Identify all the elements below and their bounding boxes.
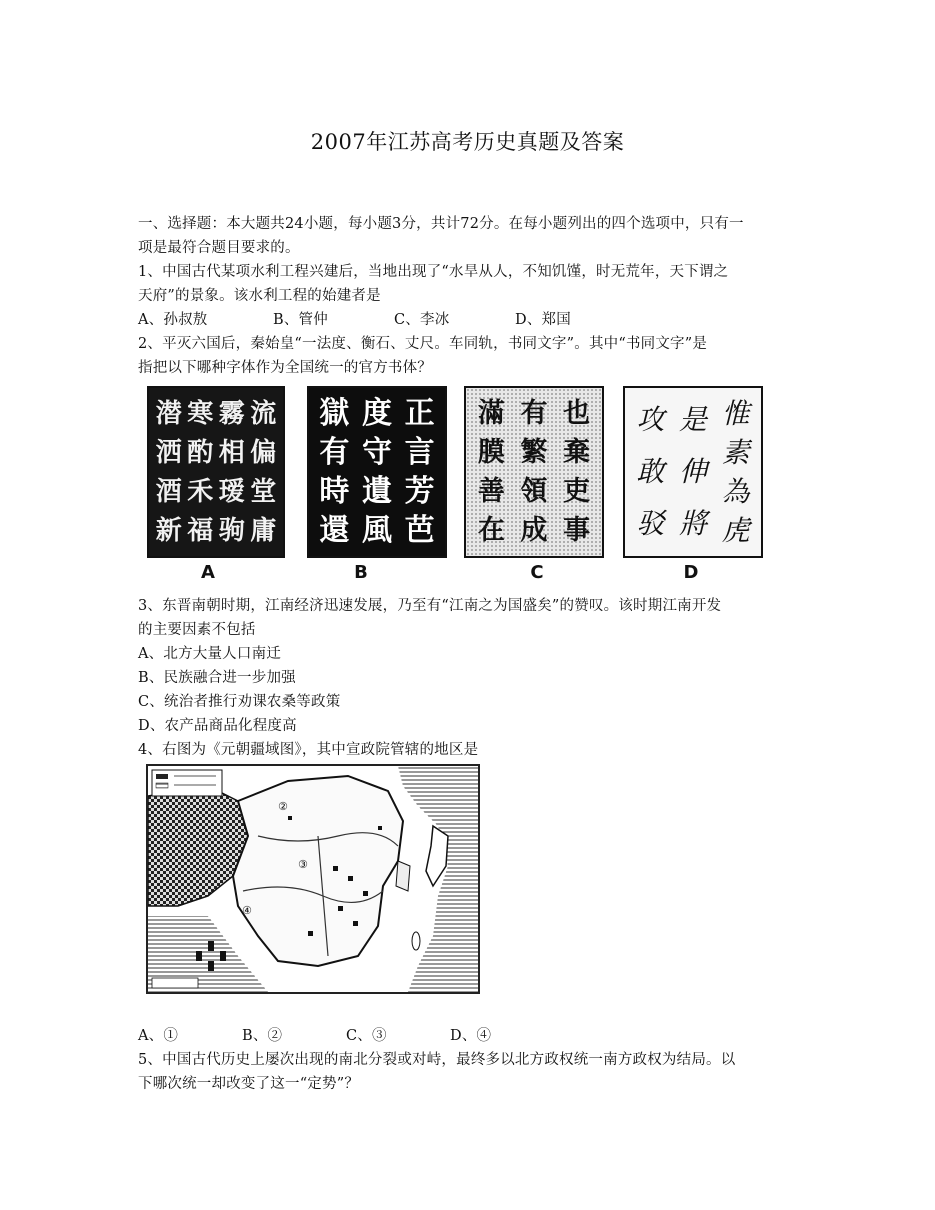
- glyph-column: [478, 394, 505, 550]
- q4-option-a: A、①: [138, 1028, 179, 1044]
- panel-label-b: B: [354, 562, 368, 583]
- glyph-column: [156, 394, 182, 550]
- calligraphy-glyph: 言: [404, 434, 435, 470]
- glyph-column: [319, 394, 349, 550]
- yuan-territory-map: [146, 764, 480, 994]
- panel-label-c: C: [530, 562, 544, 583]
- calligraphy-glyph: 將: [678, 507, 707, 540]
- q1-option-c: C、李冰: [394, 312, 450, 328]
- calligraphy-glyph: 時: [319, 473, 350, 509]
- calligraphy-glyph: 相: [218, 437, 245, 468]
- q1-option-b: B、管仲: [273, 312, 328, 328]
- calligraphy-glyph: 素: [721, 435, 750, 469]
- calligraphy-glyph: 為: [721, 474, 750, 508]
- calligraphy-glyph: 寒: [187, 398, 214, 429]
- q3-option-b: B、民族融合进一步加强: [138, 670, 296, 686]
- calligraphy-glyph: 芳: [404, 473, 435, 509]
- calligraphy-glyph: 守: [361, 434, 392, 470]
- calligraphy-glyph: 酌: [187, 437, 214, 468]
- glyph-column: [636, 394, 664, 550]
- question-5-line-1: 5、中国古代历史上屡次出现的南北分裂或对峙，最终多以北方政权统一南方政权为结局。以: [138, 1052, 736, 1068]
- glyph-column: [679, 394, 707, 550]
- q4-option-d: D、④: [450, 1028, 492, 1044]
- calligraphy-glyph: 棄: [563, 436, 591, 468]
- glyph-column: [187, 394, 213, 550]
- question-1-options: [138, 310, 571, 330]
- section-intro-line-1: 一、选择题：本大题共24小题，每小题3分，共计72分。在每小题列出的四个选项中，只有一: [138, 216, 744, 232]
- calligraphy-glyph: 庸: [250, 515, 277, 546]
- calligraphy-panel-d: [623, 386, 763, 558]
- glyph-column: [722, 394, 750, 550]
- question-1-line-2: 天府”的景象。该水利工程的始建者是: [138, 288, 381, 304]
- question-2-line-2: 指把以下哪种字体作为全国统一的官方书体？: [138, 360, 432, 376]
- calligraphy-panel-c: [464, 386, 604, 558]
- calligraphy-glyph: 驳: [636, 507, 665, 540]
- q1-option-d: D、郑国: [515, 312, 571, 328]
- glyph-column: [250, 394, 276, 550]
- question-3-line-2: 的主要因素不包括: [138, 622, 256, 638]
- glyph-column: [405, 394, 435, 550]
- calligraphy-glyph: 霧: [218, 398, 245, 429]
- calligraphy-glyph: 還: [319, 512, 350, 548]
- calligraphy-panel-a: [147, 386, 285, 558]
- question-3-line-1: 3、东晋南朝时期，江南经济迅速发展，乃至有“江南之为国盛矣”的赞叹。该时期江南开发: [138, 598, 722, 614]
- map-region-label-4: ④: [242, 904, 252, 917]
- map-drawing: [148, 766, 478, 992]
- calligraphy-glyph: 瑷: [218, 476, 245, 507]
- calligraphy-glyph: 風: [361, 512, 392, 548]
- calligraphy-glyph: 禾: [187, 476, 214, 507]
- calligraphy-glyph: 新: [155, 515, 182, 546]
- calligraphy-glyph: 流: [250, 398, 277, 429]
- calligraphy-glyph: 有: [319, 434, 350, 470]
- calligraphy-glyph: 伸: [678, 455, 707, 488]
- map-region-label-2: ②: [278, 800, 288, 813]
- calligraphy-glyph: 有: [520, 397, 548, 429]
- calligraphy-glyph: 敢: [636, 455, 665, 488]
- q4-option-c: C、③: [346, 1028, 387, 1044]
- calligraphy-glyph: 膜: [477, 436, 505, 468]
- calligraphy-glyph: 虎: [721, 513, 750, 547]
- glyph-column: [563, 394, 590, 550]
- map-region-label-3: ③: [298, 858, 308, 871]
- question-1-line-1: 1、中国古代某项水利工程兴建后，当地出现了“水旱从人，不知饥馑，时无荒年，天下谓之: [138, 264, 729, 280]
- calligraphy-glyph: 攻: [636, 403, 665, 436]
- calligraphy-glyph: 是: [678, 403, 707, 436]
- calligraphy-glyph: 堂: [250, 476, 277, 507]
- q3-option-c: C、统治者推行劝课农桑等政策: [138, 694, 341, 710]
- q3-option-d: D、农产品商品化程度高: [138, 718, 297, 734]
- question-4-line-1: 4、右图为《元朝疆域图》，其中宣政院管辖的地区是: [138, 742, 479, 758]
- calligraphy-glyph: 繁: [520, 436, 548, 468]
- calligraphy-glyph: 正: [404, 395, 435, 431]
- calligraphy-glyph: 領: [520, 475, 548, 507]
- calligraphy-glyph: 在: [477, 514, 505, 546]
- question-5-line-2: 下哪次统一却改变了这一“定势”？: [138, 1076, 360, 1092]
- page-title: 2007年江苏高考历史真题及答案: [310, 130, 625, 154]
- calligraphy-glyph: 偏: [250, 437, 277, 468]
- q1-option-a: A、孙叔敖: [138, 312, 208, 328]
- q4-option-b: B、②: [242, 1028, 283, 1044]
- question-4-options: [138, 1026, 491, 1046]
- calligraphy-glyph: 潜: [155, 398, 182, 429]
- calligraphy-panel-b: [307, 386, 447, 558]
- calligraphy-glyph: 吏: [563, 475, 591, 507]
- calligraphy-glyph: 成: [520, 514, 548, 546]
- calligraphy-glyph: 酒: [155, 476, 182, 507]
- panel-label-a: A: [201, 562, 215, 583]
- calligraphy-glyph: 惟: [721, 396, 750, 430]
- calligraphy-glyph: 驹: [218, 515, 245, 546]
- panel-label-d: D: [683, 562, 699, 583]
- calligraphy-glyph: 獄: [319, 395, 350, 431]
- glyph-column: [219, 394, 245, 550]
- calligraphy-glyph: 也: [563, 397, 591, 429]
- section-intro-line-2: 项是最符合题目要求的。: [138, 240, 300, 256]
- calligraphy-glyph: 度: [361, 395, 392, 431]
- calligraphy-glyph: 善: [477, 475, 505, 507]
- question-2-line-1: 2、平灭六国后，秦始皇“一法度、衡石、丈尺。车同轨，书同文字”。其中“书同文字”是: [138, 336, 708, 352]
- glyph-column: [362, 394, 392, 550]
- glyph-column: [520, 394, 547, 550]
- calligraphy-glyph: 滿: [477, 397, 505, 429]
- q3-option-a: A、北方大量人口南迁: [138, 646, 281, 662]
- calligraphy-glyph: 事: [563, 514, 591, 546]
- calligraphy-glyph: 福: [187, 515, 214, 546]
- calligraphy-glyph: 遺: [361, 473, 392, 509]
- calligraphy-glyph: 洒: [155, 437, 182, 468]
- calligraphy-glyph: 芭: [404, 512, 435, 548]
